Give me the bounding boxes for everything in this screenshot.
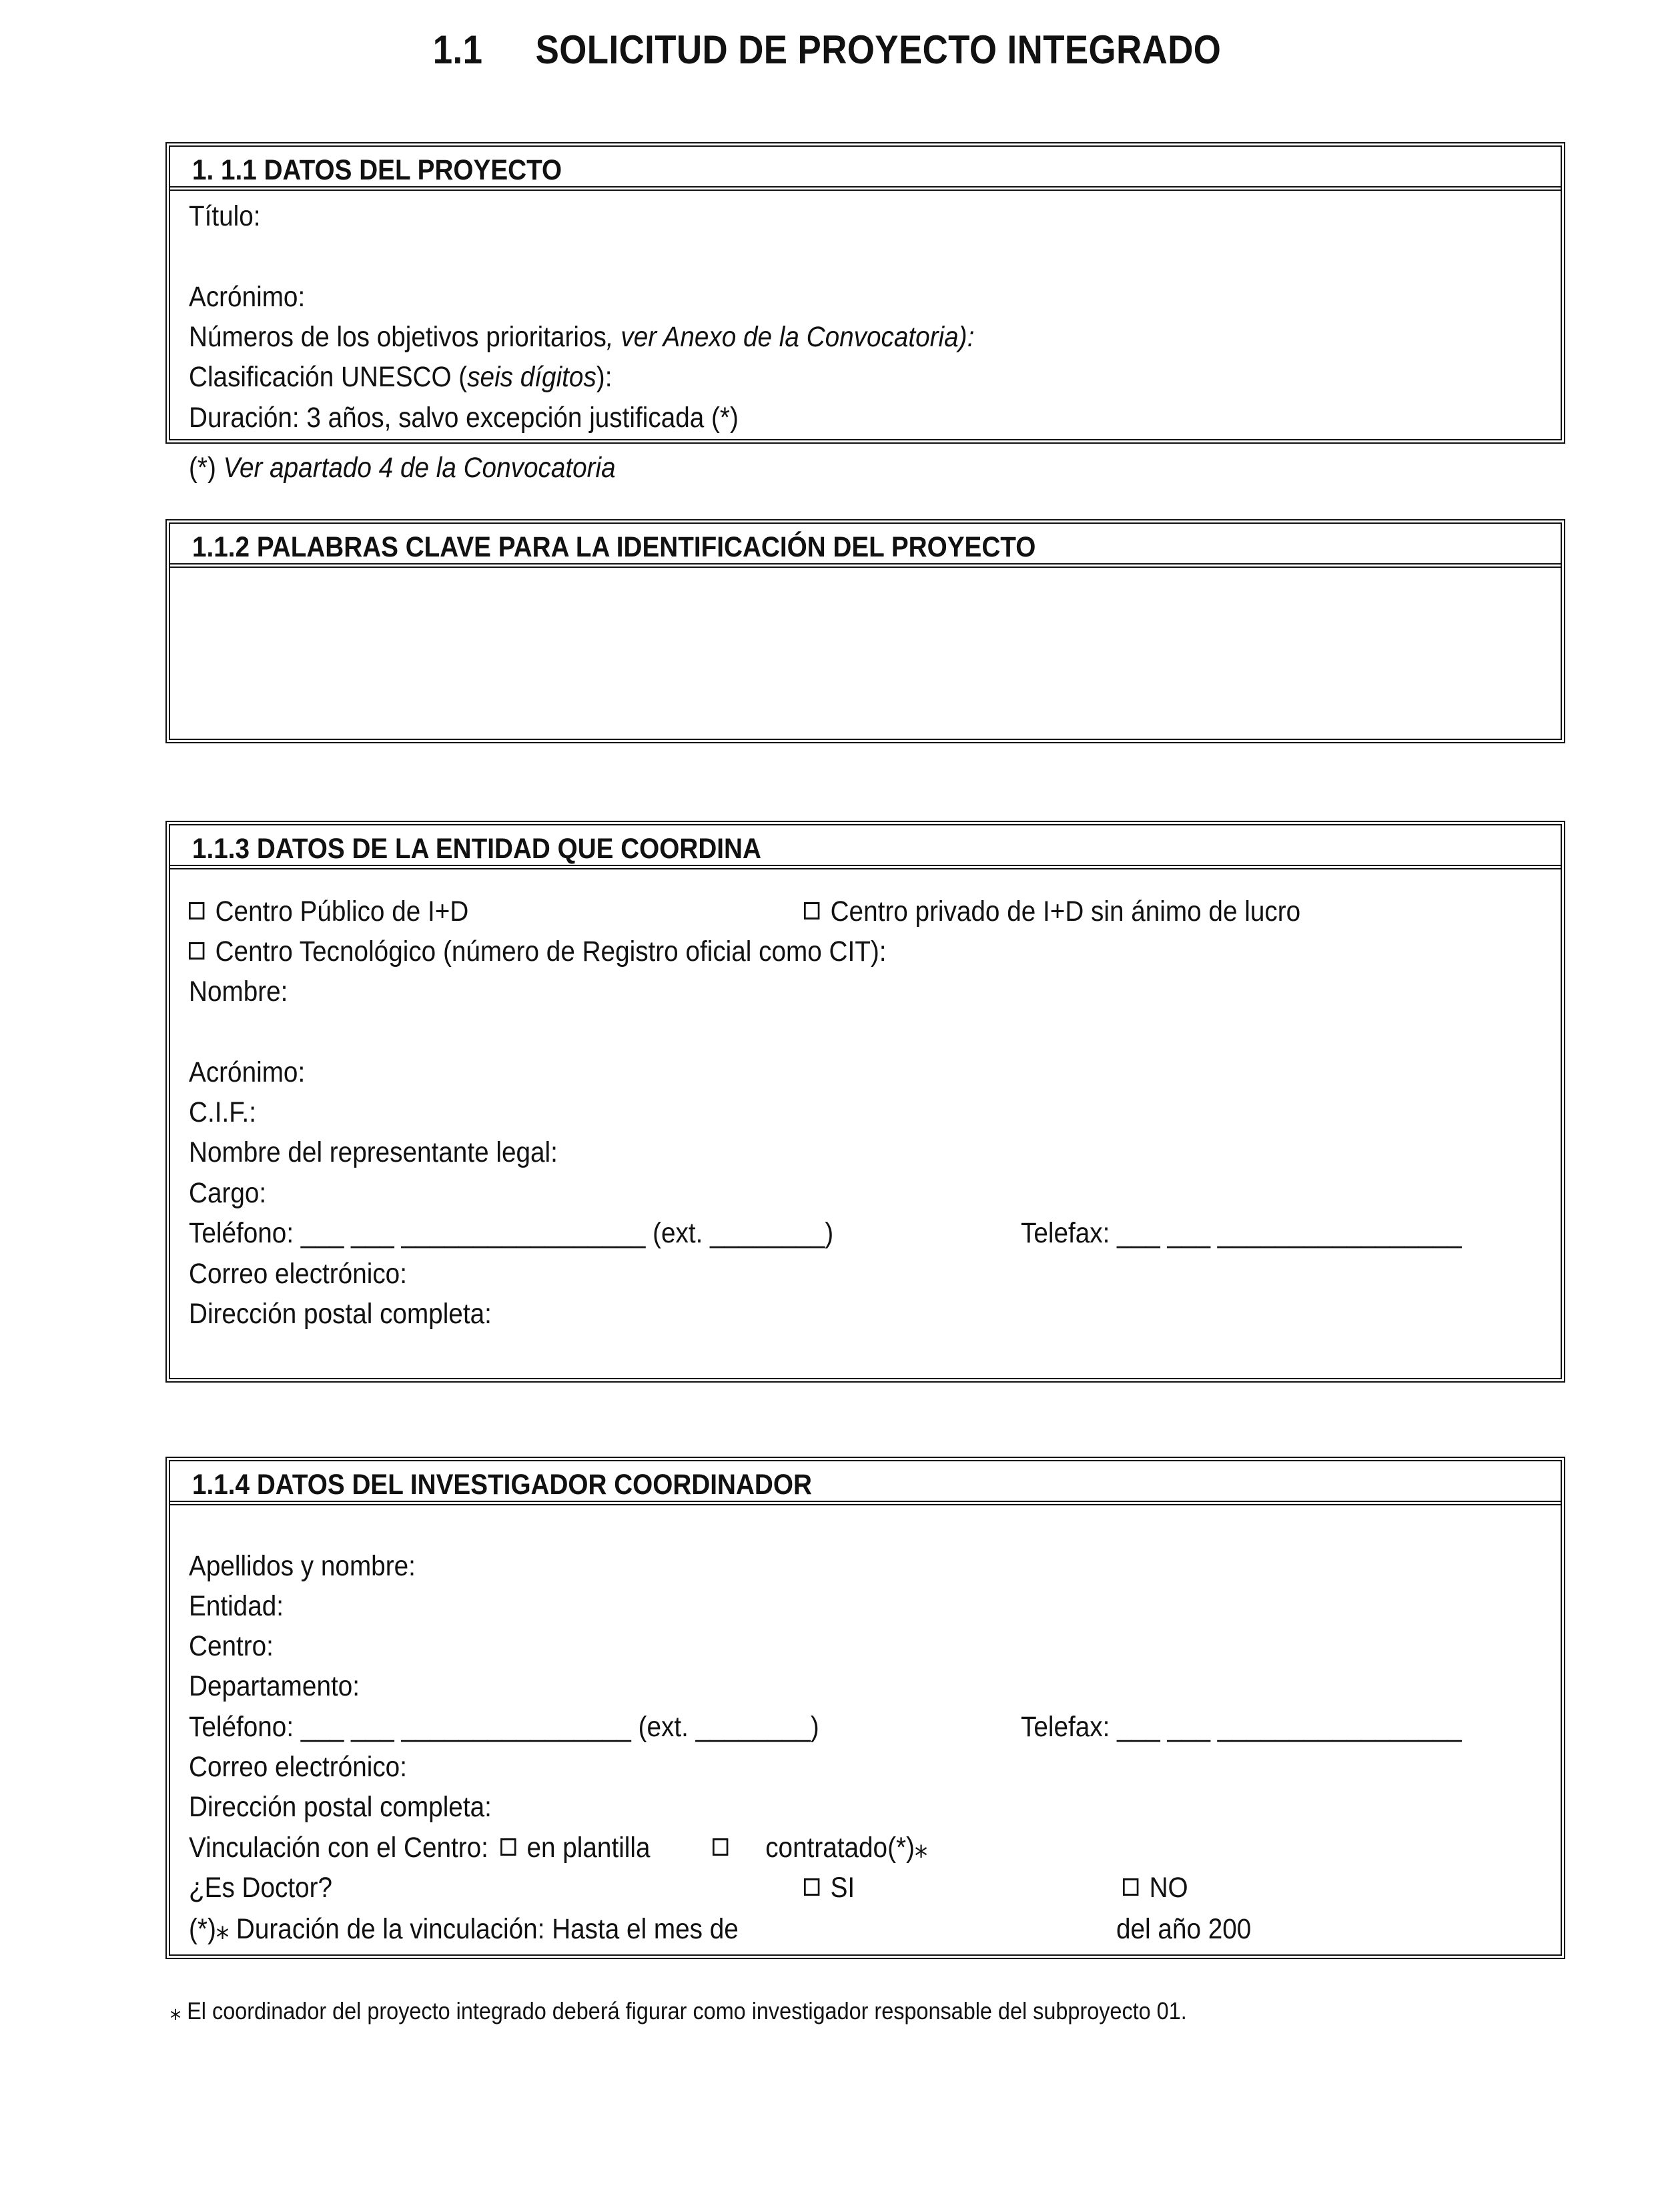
- checkbox-centro-privado[interactable]: [804, 902, 819, 919]
- field-correo[interactable]: Correo electrónico:: [189, 1751, 407, 1783]
- option-si[interactable]: SI: [804, 1874, 855, 1902]
- footnote-text: Ver apartado 4 de la Convocatoria: [223, 452, 616, 484]
- objetivos-label: Números de los objetivos prioritarios: [189, 321, 606, 353]
- option-centro-publico[interactable]: Centro Público de I+D: [189, 897, 468, 926]
- section-palabras-clave: [165, 519, 1565, 743]
- field-unesco[interactable]: [189, 363, 612, 392]
- field-duracion-vinculacion[interactable]: (*)⁎ Duración de la vinculación: Hasta el mes de: [189, 1913, 739, 1945]
- plantilla-label: en plantilla: [526, 1832, 651, 1864]
- field-direccion[interactable]: Dirección postal completa:: [189, 1298, 492, 1330]
- field-telefax[interactable]: Telefax: ___ ___ _________________: [1021, 1711, 1462, 1743]
- objetivos-note: , ver Anexo de la Convocatoria):: [606, 321, 975, 353]
- field-departamento[interactable]: Departamento:: [189, 1670, 360, 1702]
- section-header: 1.1.3 DATOS DE LA ENTIDAD QUE COORDINA: [170, 825, 1561, 869]
- unesco-label: Clasificación UNESCO (: [189, 361, 468, 393]
- checkbox-centro-tecnologico[interactable]: [189, 942, 204, 960]
- section-header: 1. 1.1 DATOS DEL PROYECTO: [170, 147, 1561, 191]
- field-correo[interactable]: Correo electrónico:: [189, 1258, 407, 1290]
- option-centro-privado[interactable]: Centro privado de I+D sin ánimo de lucro: [804, 897, 1300, 926]
- field-cargo[interactable]: Cargo:: [189, 1177, 267, 1209]
- option-no[interactable]: NO: [1123, 1874, 1188, 1902]
- field-acronimo[interactable]: Acrónimo:: [189, 1056, 306, 1088]
- footnote-apartado: [189, 454, 616, 482]
- title-text: SOLICITUD DE PROYECTO INTEGRADO: [535, 27, 1222, 72]
- field-objetivos[interactable]: [189, 323, 974, 352]
- field-duracion[interactable]: Duración: 3 años, salvo excepción justificada (*): [189, 402, 739, 434]
- field-telefax[interactable]: Telefax: ___ ___ _________________: [1021, 1217, 1462, 1249]
- keywords-input-area[interactable]: [170, 568, 1561, 735]
- checkbox-no[interactable]: [1123, 1878, 1138, 1896]
- field-telefono[interactable]: Teléfono: ___ ___ _________________ (ext. ________): [189, 1217, 834, 1249]
- field-anio[interactable]: del año 200: [1116, 1913, 1252, 1945]
- section-header: 1.1.4 DATOS DEL INVESTIGADOR COORDINADOR: [170, 1461, 1561, 1505]
- field-vinculacion: [189, 1834, 651, 1862]
- checkbox-si[interactable]: [804, 1878, 819, 1896]
- section-header: 1.1.2 PALABRAS CLAVE PARA LA IDENTIFICACIÓN DEL PROYECTO: [170, 524, 1561, 568]
- unesco-close: ):: [596, 361, 612, 393]
- field-telefono[interactable]: Teléfono: ___ ___ ________________ (ext. ________): [189, 1711, 819, 1743]
- section-datos-proyecto: [165, 142, 1565, 444]
- checkbox-plantilla[interactable]: [500, 1838, 516, 1856]
- field-apellidos[interactable]: Apellidos y nombre:: [189, 1550, 416, 1582]
- field-doctor: ¿Es Doctor?: [189, 1872, 333, 1904]
- field-centro[interactable]: Centro:: [189, 1630, 274, 1662]
- option-centro-tecnologico[interactable]: Centro Tecnológico (número de Registro oficial como CIT):: [189, 938, 887, 966]
- section-investigador-coordinador: [165, 1457, 1565, 1959]
- field-entidad[interactable]: Entidad:: [189, 1590, 284, 1622]
- checkbox-contratado[interactable]: [713, 1838, 728, 1856]
- footnote-mark: (*): [189, 452, 224, 484]
- field-acronimo[interactable]: Acrónimo:: [189, 281, 306, 313]
- unesco-note: seis dígitos: [467, 361, 596, 393]
- field-nombre[interactable]: Nombre:: [189, 976, 288, 1008]
- field-representante[interactable]: Nombre del representante legal:: [189, 1136, 558, 1168]
- field-direccion[interactable]: Dirección postal completa:: [189, 1791, 492, 1823]
- option-contratado[interactable]: contratado(*)⁎: [713, 1834, 927, 1862]
- field-cif[interactable]: C.I.F.:: [189, 1096, 257, 1128]
- vinculacion-label: Vinculación con el Centro:: [189, 1832, 488, 1864]
- checkbox-centro-publico[interactable]: [189, 902, 204, 919]
- footnote-coordinador: ⁎ El coordinador del proyecto integrado deberá figurar como investigador responsable del subproyecto 01.: [170, 1997, 1187, 2024]
- field-titulo[interactable]: Título:: [189, 200, 261, 232]
- title-number: 1.1: [432, 27, 483, 72]
- page-title: [99, 27, 1555, 73]
